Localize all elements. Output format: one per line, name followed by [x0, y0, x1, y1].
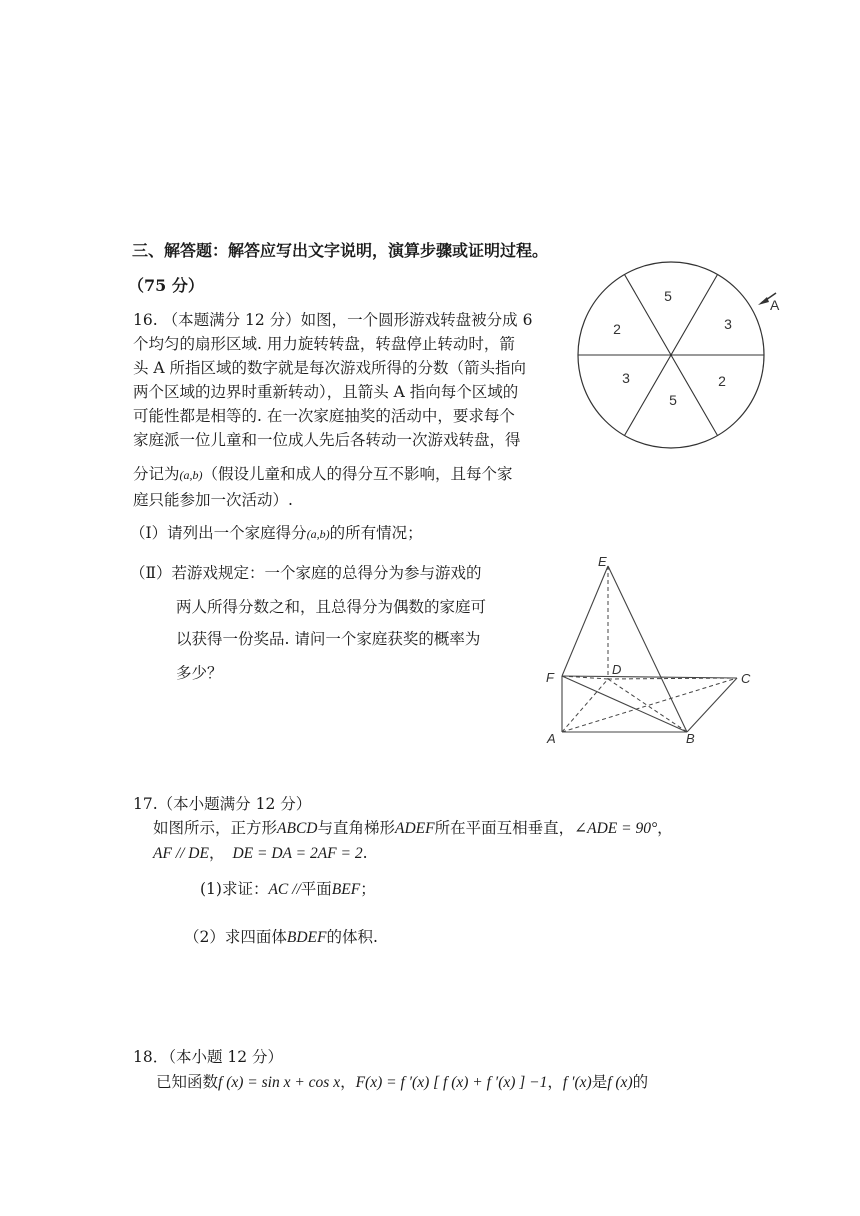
spinner-arrow-label: A: [770, 297, 780, 313]
q17-line-2: [153, 843, 368, 864]
q16-line-6: 家庭派一位儿童和一位成人先后各转动一次游戏转盘，得: [133, 431, 521, 449]
q18-of: 的: [632, 1073, 649, 1091]
edge-ef: [562, 566, 608, 676]
q18-f: f (x): [607, 1074, 633, 1091]
q17-sep: ，: [208, 844, 225, 862]
label-d: D: [612, 662, 622, 677]
q18-line-1: [156, 1072, 648, 1093]
q16-part-2-line-3: 以获得一份奖品. 请问一个家庭获奖的概率为: [176, 630, 481, 648]
q17-text-c: 所在平面互相垂直，: [434, 819, 575, 837]
q16-part-1: [130, 523, 423, 544]
q16-part-1-pair: (a,b): [306, 527, 330, 541]
q16-line-1: 16. （本题满分 12 分）如图，一个圆形游戏转盘被分成 6: [133, 311, 533, 329]
q17-p1-ac: AC //: [268, 881, 301, 898]
edge-ac-hidden: [562, 678, 737, 732]
q16-line-3: 头 A 所指区域的数字就是每次游戏所得的分数（箭头指向: [133, 359, 527, 377]
q18-is: 是: [591, 1073, 608, 1091]
q17-p1-mid: 平面: [300, 880, 332, 898]
q16-line-7-prefix: 分记为: [133, 465, 180, 483]
q16-part-2-line-1: （Ⅱ）若游戏规定：一个家庭的总得分为参与游戏的: [130, 564, 482, 582]
q17-line-2-end: .: [362, 844, 368, 862]
spinner-sector-bottom: 5: [669, 392, 677, 408]
spinner-sector-upper-right: 3: [724, 316, 732, 332]
q18-fprime: f ′(x): [562, 1074, 592, 1091]
q17-parallel: AF // DE: [153, 845, 209, 862]
q16-line-2: 个均匀的扇形区域. 用力旋转转盘，转盘停止转动时，箭: [133, 335, 515, 353]
q16-line-4: 两个区域的边界时重新转动），且箭头 A 指向每个区域的: [133, 383, 519, 401]
q17-p2-prefix: （2）求四面体: [184, 928, 287, 946]
q16-part-2-line-4: 多少？: [176, 664, 223, 682]
label-b: B: [686, 731, 695, 746]
q16-line-5: 可能性都是相等的. 在一次家庭抽奖的活动中，要求每个: [133, 407, 515, 425]
solid-figure: [540, 552, 760, 752]
label-e: E: [598, 554, 607, 569]
q17-p1-prefix: (1)求证：: [200, 880, 269, 898]
q16-part-1-prefix: （Ⅰ）请列出一个家庭得分: [130, 524, 307, 542]
q17-p1-bef: BEF: [331, 881, 361, 898]
spinner-sector-upper-left: 2: [613, 321, 621, 337]
label-c: C: [741, 671, 751, 686]
q17-abcd: ABCD: [277, 820, 318, 837]
q16-line-7: [133, 464, 513, 485]
edge-fc: [562, 676, 737, 678]
q16-pair: (a,b): [179, 468, 203, 482]
edge-ad-hidden: [562, 679, 608, 732]
q17-p2-suffix: 的体积.: [326, 928, 378, 946]
section-heading: 三、解答题：解答应写出文字说明，演算步骤或证明过程。: [132, 241, 549, 260]
q17-title: 17.（本小题满分 12 分）: [133, 795, 312, 813]
spinner-sector-lower-left: 3: [622, 370, 630, 386]
edge-eb: [608, 566, 687, 732]
q18-sep: ，: [340, 1073, 356, 1091]
label-f: F: [546, 670, 554, 685]
q16-line-8: 庭只能参加一次活动）.: [133, 491, 293, 509]
label-a: A: [547, 731, 556, 746]
section-points: （75 分）: [128, 276, 204, 295]
edge-fb: [562, 676, 687, 732]
q18-f-def: f (x) = sin x + cos x: [218, 1074, 341, 1091]
q17-part-2: [184, 927, 378, 948]
q16-part-2-line-2: 两人所得分数之和，且总得分为偶数的家庭可: [176, 598, 487, 616]
q17-text-b: 与直角梯形: [317, 819, 395, 837]
q17-p2-bdef: BDEF: [286, 929, 327, 946]
spinner-sector-lower-right: 2: [718, 373, 726, 389]
q17-adef: ADEF: [395, 820, 435, 837]
edge-db-hidden: [608, 679, 687, 732]
spinner-sector-top: 5: [664, 288, 672, 304]
spinner-figure: [570, 268, 790, 458]
q18-sep2: ，: [547, 1073, 563, 1091]
q17-line-1: [153, 818, 673, 839]
q17-part-1: [200, 879, 376, 900]
q18-text-a: 已知函数: [156, 1073, 219, 1091]
q16-line-7-suffix: （假设儿童和成人的得分互不影响，且每个家: [202, 465, 513, 483]
q17-text-a: 如图所示，正方形: [153, 819, 278, 837]
q17-angle: ∠ADE = 90°: [574, 820, 658, 837]
q17-p1-end: ；: [360, 880, 376, 898]
q18-title: 18．（本小题 12 分）: [133, 1048, 284, 1066]
q16-part-1-suffix: 的所有情况；: [329, 524, 423, 542]
q17-lengths: DE = DA = 2AF = 2: [232, 845, 363, 862]
q17-text-d: ，: [657, 819, 673, 837]
q18-F-def: F(x) = f ′(x) [ f (x) + f ′(x) ] −1: [355, 1074, 548, 1091]
